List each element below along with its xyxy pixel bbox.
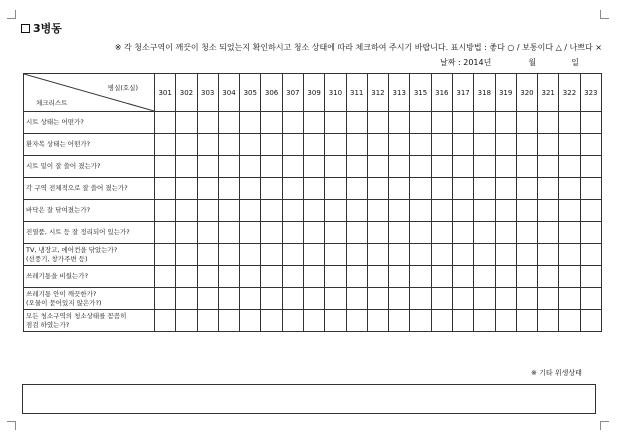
room-header-323: 323 [580, 74, 601, 112]
check-cell-309[interactable] [303, 310, 324, 332]
check-cell-317[interactable] [452, 134, 473, 156]
check-cell-306[interactable] [261, 266, 282, 288]
room-header-320: 320 [516, 74, 537, 112]
check-cell-322[interactable] [559, 178, 580, 200]
checklist-item [24, 178, 155, 200]
check-cell-304[interactable] [218, 112, 239, 134]
table-row [24, 178, 602, 200]
check-cell-318[interactable] [474, 222, 495, 244]
check-cell-302[interactable] [176, 134, 197, 156]
check-cell-303[interactable] [197, 112, 218, 134]
check-cell-315[interactable] [410, 112, 431, 134]
etc-hygiene-input-box[interactable] [22, 384, 596, 414]
check-cell-305[interactable] [240, 178, 261, 200]
check-cell-302[interactable] [176, 310, 197, 332]
check-cell-307[interactable] [282, 244, 303, 266]
check-cell-322[interactable] [559, 200, 580, 222]
checklist-item-line: 환자복 상태는 어떤가? [26, 140, 91, 148]
check-cell-303[interactable] [197, 266, 218, 288]
check-cell-319[interactable] [495, 112, 516, 134]
checklist-item-line: 점검 하였는가? [26, 320, 70, 329]
check-cell-305[interactable] [240, 156, 261, 178]
checklist-table [23, 73, 602, 332]
check-cell-312[interactable] [367, 112, 388, 134]
check-cell-306[interactable] [261, 244, 282, 266]
check-cell-307[interactable] [282, 266, 303, 288]
check-cell-310[interactable] [325, 310, 346, 332]
page-title-text: 3병동 [33, 22, 62, 35]
check-cell-306[interactable] [261, 200, 282, 222]
check-cell-307[interactable] [282, 200, 303, 222]
check-cell-320[interactable] [516, 178, 537, 200]
check-cell-317[interactable] [452, 244, 473, 266]
check-cell-311[interactable] [346, 112, 367, 134]
table-row [24, 156, 602, 178]
check-cell-307[interactable] [282, 134, 303, 156]
check-cell-320[interactable] [516, 112, 537, 134]
check-cell-306[interactable] [261, 178, 282, 200]
check-cell-315[interactable] [410, 310, 431, 332]
check-cell-309[interactable] [303, 156, 324, 178]
check-cell-321[interactable] [538, 266, 559, 288]
check-cell-322[interactable] [559, 112, 580, 134]
check-cell-306[interactable] [261, 310, 282, 332]
check-cell-301[interactable] [155, 134, 176, 156]
check-cell-301[interactable] [155, 244, 176, 266]
check-cell-321[interactable] [538, 244, 559, 266]
check-cell-312[interactable] [367, 288, 388, 310]
check-cell-307[interactable] [282, 310, 303, 332]
check-cell-313[interactable] [389, 244, 410, 266]
check-cell-317[interactable] [452, 156, 473, 178]
date-line [440, 57, 579, 68]
check-cell-318[interactable] [474, 112, 495, 134]
check-cell-319[interactable] [495, 178, 516, 200]
check-cell-304[interactable] [218, 134, 239, 156]
check-cell-323[interactable] [580, 244, 601, 266]
check-cell-301[interactable] [155, 222, 176, 244]
check-cell-317[interactable] [452, 288, 473, 310]
room-header-301: 301 [155, 74, 176, 112]
check-cell-309[interactable] [303, 178, 324, 200]
check-cell-317[interactable] [452, 178, 473, 200]
checklist-item-line: TV, 냉장고, 에어컨을 닦았는가? [26, 245, 118, 254]
check-cell-305[interactable] [240, 200, 261, 222]
check-cell-302[interactable] [176, 288, 197, 310]
check-cell-316[interactable] [431, 112, 452, 134]
check-cell-313[interactable] [389, 222, 410, 244]
check-cell-323[interactable] [580, 156, 601, 178]
checklist-item-line: 시트 밑이 잘 쓸어 졌는가? [26, 162, 101, 170]
check-cell-312[interactable] [367, 222, 388, 244]
check-cell-304[interactable] [218, 288, 239, 310]
check-cell-320[interactable] [516, 244, 537, 266]
room-header-304: 304 [218, 74, 239, 112]
check-cell-311[interactable] [346, 244, 367, 266]
check-cell-313[interactable] [389, 200, 410, 222]
check-cell-319[interactable] [495, 222, 516, 244]
crop-mark-bottom-left [7, 421, 16, 430]
room-header-303: 303 [197, 74, 218, 112]
check-cell-301[interactable] [155, 178, 176, 200]
check-cell-309[interactable] [303, 112, 324, 134]
check-cell-321[interactable] [538, 200, 559, 222]
crop-mark-top-left [7, 10, 16, 19]
check-cell-315[interactable] [410, 222, 431, 244]
check-cell-311[interactable] [346, 222, 367, 244]
check-cell-312[interactable] [367, 134, 388, 156]
check-cell-303[interactable] [197, 178, 218, 200]
check-cell-311[interactable] [346, 200, 367, 222]
check-cell-305[interactable] [240, 222, 261, 244]
room-header-312: 312 [367, 74, 388, 112]
check-cell-315[interactable] [410, 134, 431, 156]
check-cell-302[interactable] [176, 156, 197, 178]
check-cell-303[interactable] [197, 156, 218, 178]
check-cell-301[interactable] [155, 266, 176, 288]
check-cell-319[interactable] [495, 266, 516, 288]
check-cell-310[interactable] [325, 244, 346, 266]
room-header-311: 311 [346, 74, 367, 112]
check-cell-306[interactable] [261, 222, 282, 244]
room-header-307: 307 [282, 74, 303, 112]
check-cell-302[interactable] [176, 244, 197, 266]
check-cell-316[interactable] [431, 178, 452, 200]
room-label: 병실(호실) [107, 84, 138, 92]
check-cell-310[interactable] [325, 156, 346, 178]
check-cell-303[interactable] [197, 244, 218, 266]
check-cell-311[interactable] [346, 134, 367, 156]
room-header-315: 315 [410, 74, 431, 112]
check-cell-304[interactable] [218, 310, 239, 332]
check-cell-301[interactable] [155, 156, 176, 178]
check-cell-311[interactable] [346, 266, 367, 288]
date-month-label: 월 [528, 58, 537, 67]
check-cell-316[interactable] [431, 200, 452, 222]
check-cell-305[interactable] [240, 266, 261, 288]
room-header-313: 313 [389, 74, 410, 112]
date-year-label: 날짜 : 2014년 [440, 58, 492, 67]
check-cell-307[interactable] [282, 288, 303, 310]
check-cell-315[interactable] [410, 244, 431, 266]
check-cell-321[interactable] [538, 134, 559, 156]
checklist-item-line: 시트 상태는 어떤가? [26, 118, 84, 126]
table-row [24, 134, 602, 156]
check-cell-307[interactable] [282, 222, 303, 244]
check-cell-323[interactable] [580, 222, 601, 244]
table-row [24, 310, 602, 332]
check-cell-301[interactable] [155, 200, 176, 222]
check-cell-317[interactable] [452, 310, 473, 332]
checklist-item-line: 각 구역 전체적으로 잘 쓸어 졌는가? [26, 184, 128, 192]
check-cell-315[interactable] [410, 288, 431, 310]
check-cell-319[interactable] [495, 244, 516, 266]
check-cell-304[interactable] [218, 156, 239, 178]
checklist-item [24, 244, 155, 266]
room-header-321: 321 [538, 74, 559, 112]
check-cell-313[interactable] [389, 288, 410, 310]
checklist-item [24, 112, 155, 134]
check-cell-319[interactable] [495, 134, 516, 156]
check-cell-307[interactable] [282, 156, 303, 178]
check-cell-323[interactable] [580, 178, 601, 200]
check-cell-316[interactable] [431, 266, 452, 288]
check-cell-304[interactable] [218, 244, 239, 266]
date-day-label: 일 [571, 58, 579, 67]
check-cell-305[interactable] [240, 244, 261, 266]
checklist-item-line: (선풍기, 창가주변 등) [26, 254, 88, 263]
check-cell-310[interactable] [325, 288, 346, 310]
diagonal-header-cell [24, 74, 155, 112]
crop-mark-bottom-right [600, 421, 609, 430]
check-cell-319[interactable] [495, 288, 516, 310]
check-cell-309[interactable] [303, 266, 324, 288]
check-cell-309[interactable] [303, 200, 324, 222]
check-cell-313[interactable] [389, 134, 410, 156]
room-header-319: 319 [495, 74, 516, 112]
check-cell-322[interactable] [559, 134, 580, 156]
check-cell-317[interactable] [452, 200, 473, 222]
check-cell-313[interactable] [389, 156, 410, 178]
check-cell-310[interactable] [325, 134, 346, 156]
checklist-item-line: 진열품, 시트 등 잘 정리되어 있는가? [26, 228, 130, 236]
header-row [24, 74, 602, 112]
check-cell-318[interactable] [474, 156, 495, 178]
check-cell-310[interactable] [325, 178, 346, 200]
instruction-notice: ※ 각 청소구역이 깨끗이 청소 되었는지 확인하시고 청소 상태에 따라 체크하여 주시기 바랍니다. 표시방법 : 좋다 ○ / 보통이다 △ / 나쁘다 × [114, 43, 602, 52]
check-cell-306[interactable] [261, 288, 282, 310]
room-header-322: 322 [559, 74, 580, 112]
check-cell-318[interactable] [474, 244, 495, 266]
check-cell-311[interactable] [346, 288, 367, 310]
check-cell-312[interactable] [367, 266, 388, 288]
checklist-item [24, 266, 155, 288]
check-cell-310[interactable] [325, 222, 346, 244]
check-cell-320[interactable] [516, 134, 537, 156]
check-cell-303[interactable] [197, 200, 218, 222]
check-cell-306[interactable] [261, 134, 282, 156]
check-cell-322[interactable] [559, 266, 580, 288]
check-cell-323[interactable] [580, 266, 601, 288]
check-cell-305[interactable] [240, 288, 261, 310]
table-row [24, 200, 602, 222]
check-cell-322[interactable] [559, 288, 580, 310]
check-cell-320[interactable] [516, 200, 537, 222]
room-header-305: 305 [240, 74, 261, 112]
room-header-309: 309 [303, 74, 324, 112]
table-row [24, 244, 602, 266]
room-header-317: 317 [452, 74, 473, 112]
check-cell-310[interactable] [325, 200, 346, 222]
table-row [24, 266, 602, 288]
check-cell-315[interactable] [410, 156, 431, 178]
check-cell-318[interactable] [474, 288, 495, 310]
check-cell-301[interactable] [155, 310, 176, 332]
check-cell-318[interactable] [474, 266, 495, 288]
check-cell-320[interactable] [516, 156, 537, 178]
checklist-item [24, 134, 155, 156]
checklist-item [24, 156, 155, 178]
checklist-item [24, 288, 155, 310]
check-cell-321[interactable] [538, 112, 559, 134]
checklist-item-line: 쓰레기통 안이 깨끗한가? [26, 289, 97, 298]
checklist-item-line: 바닥은 잘 닦여졌는가? [26, 206, 91, 214]
check-cell-311[interactable] [346, 310, 367, 332]
check-cell-316[interactable] [431, 288, 452, 310]
check-cell-321[interactable] [538, 222, 559, 244]
check-cell-311[interactable] [346, 178, 367, 200]
check-cell-310[interactable] [325, 112, 346, 134]
check-cell-320[interactable] [516, 222, 537, 244]
check-cell-323[interactable] [580, 112, 601, 134]
check-cell-313[interactable] [389, 178, 410, 200]
check-cell-318[interactable] [474, 178, 495, 200]
check-cell-321[interactable] [538, 178, 559, 200]
check-cell-322[interactable] [559, 310, 580, 332]
check-cell-315[interactable] [410, 200, 431, 222]
check-cell-316[interactable] [431, 156, 452, 178]
check-cell-302[interactable] [176, 222, 197, 244]
check-cell-307[interactable] [282, 178, 303, 200]
check-cell-302[interactable] [176, 266, 197, 288]
check-cell-316[interactable] [431, 310, 452, 332]
check-cell-316[interactable] [431, 134, 452, 156]
page-title [21, 20, 62, 36]
check-cell-323[interactable] [580, 310, 601, 332]
check-cell-309[interactable] [303, 222, 324, 244]
check-cell-306[interactable] [261, 156, 282, 178]
check-cell-318[interactable] [474, 310, 495, 332]
check-cell-323[interactable] [580, 288, 601, 310]
checklist-item [24, 310, 155, 332]
check-cell-319[interactable] [495, 310, 516, 332]
table-row [24, 222, 602, 244]
check-cell-312[interactable] [367, 244, 388, 266]
check-cell-302[interactable] [176, 200, 197, 222]
check-cell-309[interactable] [303, 288, 324, 310]
check-cell-320[interactable] [516, 288, 537, 310]
check-cell-304[interactable] [218, 222, 239, 244]
room-header-318: 318 [474, 74, 495, 112]
check-cell-321[interactable] [538, 288, 559, 310]
square-bullet-icon [21, 24, 30, 33]
check-cell-319[interactable] [495, 156, 516, 178]
check-cell-312[interactable] [367, 310, 388, 332]
check-cell-322[interactable] [559, 156, 580, 178]
checklist-item [24, 222, 155, 244]
check-cell-312[interactable] [367, 178, 388, 200]
check-cell-315[interactable] [410, 266, 431, 288]
check-cell-316[interactable] [431, 222, 452, 244]
room-header-306: 306 [261, 74, 282, 112]
check-cell-305[interactable] [240, 112, 261, 134]
room-header-310: 310 [325, 74, 346, 112]
check-cell-302[interactable] [176, 178, 197, 200]
check-cell-315[interactable] [410, 178, 431, 200]
check-cell-312[interactable] [367, 200, 388, 222]
check-cell-313[interactable] [389, 310, 410, 332]
etc-hygiene-label: ※ 기타 위생상태 [531, 369, 582, 377]
room-header-316: 316 [431, 74, 452, 112]
check-cell-323[interactable] [580, 200, 601, 222]
check-cell-322[interactable] [559, 222, 580, 244]
check-cell-307[interactable] [282, 112, 303, 134]
checklist-item-line: 쓰레기통을 비웠는가? [26, 272, 89, 280]
check-cell-302[interactable] [176, 112, 197, 134]
check-cell-321[interactable] [538, 310, 559, 332]
check-cell-323[interactable] [580, 134, 601, 156]
check-cell-318[interactable] [474, 134, 495, 156]
check-cell-301[interactable] [155, 112, 176, 134]
check-cell-317[interactable] [452, 266, 473, 288]
checklist-item [24, 200, 155, 222]
room-header-302: 302 [176, 74, 197, 112]
check-cell-305[interactable] [240, 310, 261, 332]
check-cell-304[interactable] [218, 200, 239, 222]
check-cell-303[interactable] [197, 134, 218, 156]
check-cell-305[interactable] [240, 134, 261, 156]
check-cell-317[interactable] [452, 222, 473, 244]
check-cell-304[interactable] [218, 178, 239, 200]
check-cell-311[interactable] [346, 156, 367, 178]
check-cell-309[interactable] [303, 134, 324, 156]
table-row [24, 112, 602, 134]
check-cell-303[interactable] [197, 222, 218, 244]
check-cell-317[interactable] [452, 112, 473, 134]
check-cell-303[interactable] [197, 288, 218, 310]
check-cell-313[interactable] [389, 112, 410, 134]
check-cell-306[interactable] [261, 112, 282, 134]
check-cell-320[interactable] [516, 310, 537, 332]
check-cell-321[interactable] [538, 156, 559, 178]
checklist-item-line: (오물이 묻어있지 않은가?) [26, 298, 102, 307]
check-cell-309[interactable] [303, 244, 324, 266]
checklist-label: 체크리스트 [36, 99, 68, 107]
checklist-item-line: 모든 청소구역의 청소상태를 꼼꼼히 [26, 311, 127, 320]
check-cell-320[interactable] [516, 266, 537, 288]
check-cell-304[interactable] [218, 266, 239, 288]
check-cell-316[interactable] [431, 244, 452, 266]
crop-mark-top-right [600, 10, 609, 19]
check-cell-319[interactable] [495, 200, 516, 222]
check-cell-301[interactable] [155, 288, 176, 310]
check-cell-312[interactable] [367, 156, 388, 178]
check-cell-322[interactable] [559, 244, 580, 266]
check-cell-313[interactable] [389, 266, 410, 288]
check-cell-303[interactable] [197, 310, 218, 332]
table-row [24, 288, 602, 310]
check-cell-318[interactable] [474, 200, 495, 222]
check-cell-310[interactable] [325, 266, 346, 288]
